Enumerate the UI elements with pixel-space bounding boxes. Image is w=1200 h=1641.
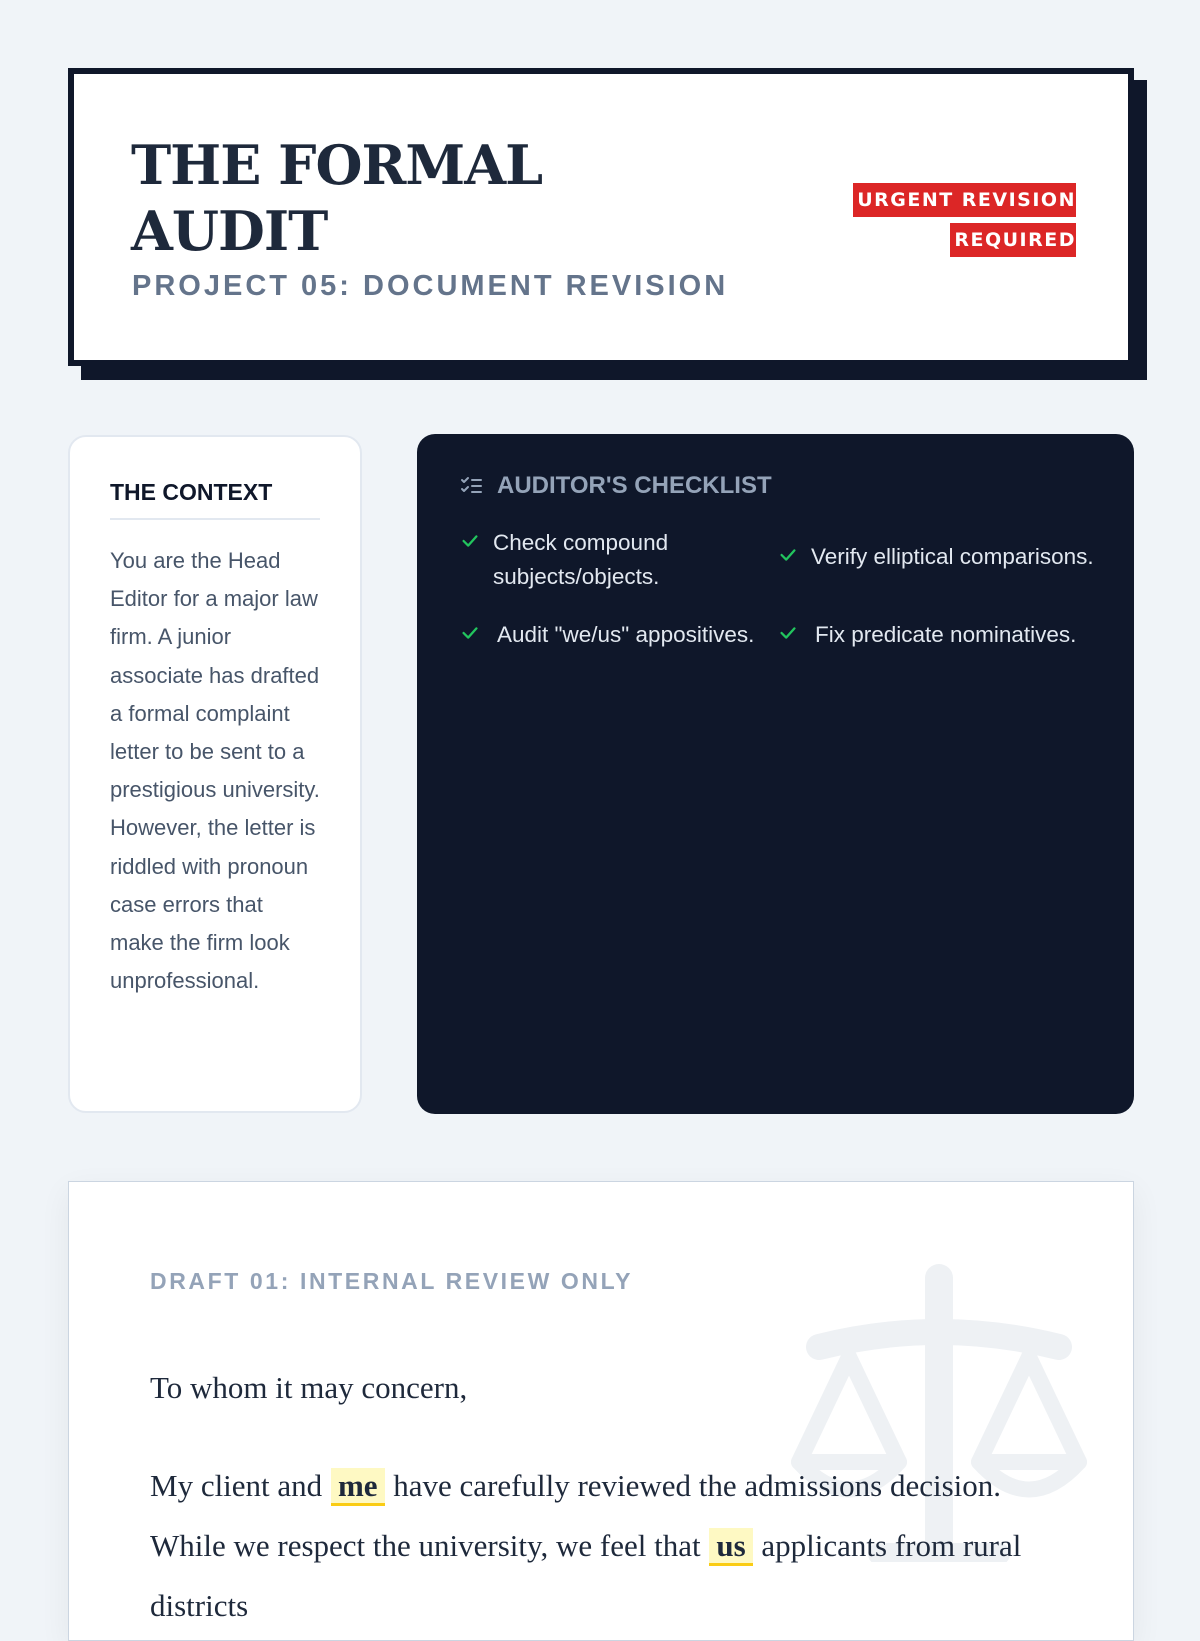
- context-title: THE CONTEXT: [110, 479, 320, 520]
- header-card: [68, 68, 1134, 366]
- check-icon: [777, 622, 799, 644]
- checklist-item: [777, 618, 1107, 652]
- checklist-item-label: Verify elliptical comparisons.: [811, 544, 1094, 569]
- highlighted-pronoun[interactable]: us: [709, 1528, 752, 1566]
- letter-document: [68, 1181, 1134, 1641]
- page-subtitle: PROJECT 05: DOCUMENT REVISION: [132, 270, 729, 302]
- checklist-item: [459, 526, 759, 594]
- highlighted-pronoun[interactable]: me: [331, 1468, 385, 1506]
- checklist-item: [777, 540, 1097, 574]
- urgent-badge-label: URGENT REVISION REQUIRED: [853, 183, 1076, 257]
- letter-text: My client and: [150, 1468, 323, 1503]
- letter-text: applicants from rural districts: [150, 1528, 1022, 1623]
- letter-text: have carefully reviewed the admissions decision. While we respect the university, we feel that: [150, 1468, 1002, 1563]
- check-icon: [459, 622, 481, 644]
- context-card: [68, 435, 362, 1113]
- checklist-item-label: Audit "we/us" appositives.: [497, 622, 755, 647]
- checklist-item-label: Check compound subjects/objects.: [493, 530, 669, 589]
- checklist-item: [459, 618, 789, 652]
- context-body: You are the Head Editor for a major law firm. A junior associate has drafted a formal complaint letter to be sent to a prestigious university. However, the letter is riddled with pronoun case errors that make the firm look unprofessional.: [110, 548, 320, 994]
- check-icon: [777, 544, 799, 566]
- checklist-title: AUDITOR'S CHECKLIST: [497, 472, 772, 499]
- letter-salutation: To whom it may concern,: [150, 1370, 468, 1405]
- checklist-header: [459, 472, 772, 500]
- checklist-icon: [459, 474, 483, 498]
- checklist-card: [417, 434, 1134, 1114]
- letter-label: DRAFT 01: INTERNAL REVIEW ONLY: [150, 1268, 634, 1294]
- urgent-badge: [848, 180, 1076, 260]
- check-icon: [459, 530, 481, 552]
- letter-paragraph: [150, 1456, 1080, 1636]
- checklist-item-label: Fix predicate nominatives.: [815, 622, 1077, 647]
- page-title: THE FORMAL AUDIT: [131, 133, 543, 263]
